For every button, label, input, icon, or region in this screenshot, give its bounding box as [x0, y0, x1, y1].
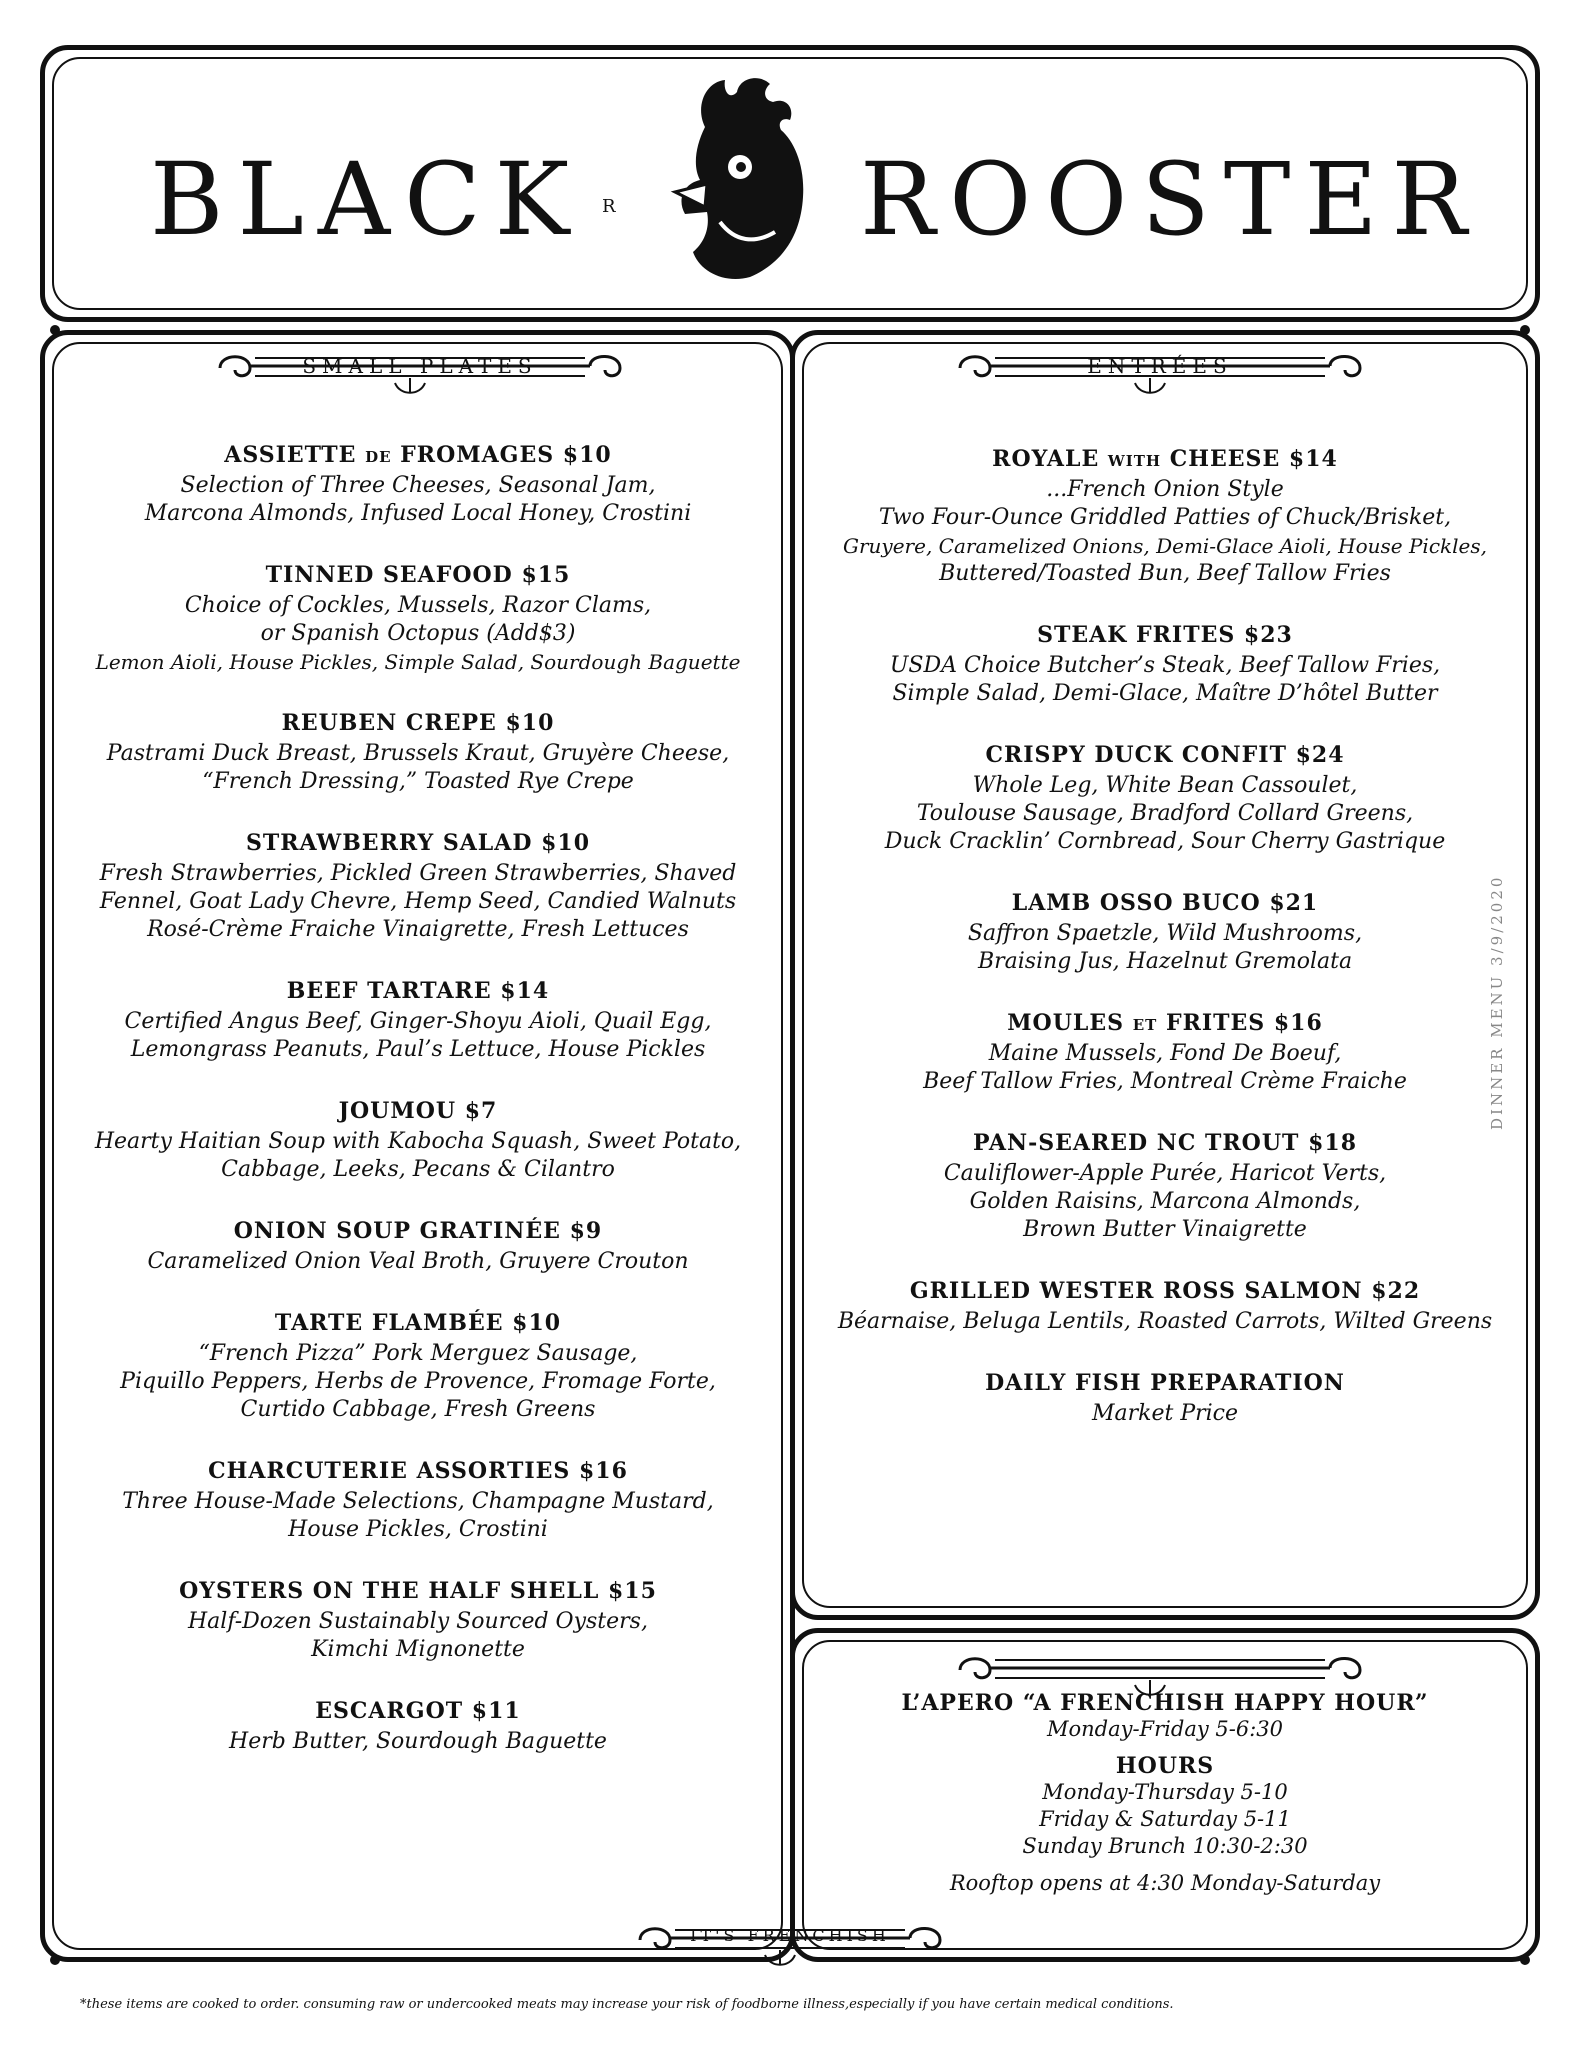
item-price: $14: [500, 978, 550, 1004]
item-desc: Selection of Three Cheeses, Seasonal Jam, Marcona Almonds, Infused Local Honey, Crostini: [144, 473, 692, 526]
menu-item: [806, 1130, 1524, 1244]
item-desc: Certified Angus Beef, Ginger-Shoyu Aioli, Quail Egg, Lemongrass Peanuts, Paul’s Lettuce, House Pickles: [124, 1009, 712, 1062]
item-price: $22: [1371, 1278, 1421, 1304]
item-desc: Cauliflower-Apple Purée, Haricot Verts, Golden Raisins, Marcona Almonds, Brown Butter Vinaigrette: [943, 1161, 1387, 1242]
item-name: REUBEN CREPE $10: [281, 710, 555, 736]
item-name: TARTE FLAMBÉE $10: [274, 1310, 562, 1336]
item-price: $24: [1295, 742, 1345, 768]
item-price: $14: [1288, 446, 1338, 472]
item-name: OYSTERS ON THE HALF SHELL $15: [179, 1578, 657, 1604]
item-price: $10: [505, 710, 555, 736]
rooftop-note: Rooftop opens at 4:30 Monday-Saturday: [949, 1871, 1381, 1895]
item-name: PAN-SEARED NC TROUT $18: [972, 1130, 1358, 1156]
hours-line: Monday-Thursday 5-10: [1042, 1780, 1288, 1804]
item-price: $11: [471, 1698, 521, 1724]
item-desc: Hearty Haitian Soup with Kabocha Squash, Sweet Potato, Cabbage, Leeks, Pecans & Cilantro: [94, 1129, 742, 1182]
brand-right: ROOSTER: [860, 141, 1481, 258]
item-desc: Caramelized Onion Veal Broth, Gruyere Crouton: [147, 1249, 689, 1274]
small-plates-banner: [210, 338, 630, 398]
item-desc: Fresh Strawberries, Pickled Green Strawberries, Shaved Fennel, Goat Lady Chevre, Hemp Seed, Candied Walnuts Rosé-Crème Fraiche Vinaigrette, Fresh Lettuces: [99, 861, 737, 942]
brand-left: BLACK: [150, 141, 584, 258]
item-desc: USDA Choice Butcher’s Steak, Beef Tallow Fries, Simple Salad, Demi-Glace, Maître D’hôtel Butter: [889, 653, 1441, 706]
item-desc: Pastrami Duck Breast, Brussels Kraut, Gruyère Cheese, “French Dressing,” Toasted Rye Crepe: [106, 741, 730, 794]
menu-item: [806, 622, 1524, 708]
item-name: MOULES et FRITES $16: [1007, 1010, 1323, 1036]
menu-item: [58, 1310, 778, 1424]
menu-item: [58, 1098, 778, 1184]
corner-dot: [50, 1955, 60, 1965]
hours-line: Sunday Brunch 10:30-2:30: [1022, 1834, 1308, 1858]
entrees-banner: [950, 338, 1370, 398]
item-name: ROYALE with CHEESE $14: [992, 446, 1338, 472]
hours-title: HOURS: [1115, 1753, 1215, 1779]
item-desc: Choice of Cockles, Mussels, Razor Clams, or Spanish Octopus (Add$3) Lemon Aioli, House Pickles, Simple Salad, Sourdough Baguette: [95, 593, 741, 674]
item-name: STEAK FRITES $23: [1037, 622, 1293, 648]
menu-item: [58, 1458, 778, 1544]
brand-mark: R: [602, 196, 616, 217]
item-price: $23: [1243, 622, 1293, 648]
item-desc: Maine Mussels, Fond De Boeuf, Beef Tallow Fries, Montreal Crème Fraiche: [923, 1041, 1407, 1094]
item-desc: Market Price: [1091, 1401, 1239, 1426]
item-name: ASSIETTE de FROMAGES $10: [224, 442, 612, 468]
small-plates-title: SMALL PLATES: [302, 354, 538, 378]
item-name: JOUMOU $7: [338, 1098, 498, 1124]
item-price: $15: [521, 562, 571, 588]
entrees-title: ENTRÉES: [1087, 354, 1233, 378]
menu-item: [58, 1578, 778, 1664]
menu-item: [58, 1218, 778, 1276]
item-name: TINNED SEAFOOD $15: [265, 562, 571, 588]
item-price: $10: [541, 830, 591, 856]
menu-item: [58, 442, 778, 528]
item-name: BEEF TARTARE $14: [286, 978, 550, 1004]
menu-item: [58, 830, 778, 944]
rooster-logo-icon: [645, 72, 815, 282]
menu-item: [806, 1010, 1524, 1096]
menu-item: [58, 978, 778, 1064]
menu-item: [806, 1370, 1524, 1428]
item-name: STRAWBERRY SALAD $10: [245, 830, 591, 856]
item-price: $10: [512, 1310, 562, 1336]
item-desc: “French Pizza” Pork Merguez Sausage, Piquillo Peppers, Herbs de Provence, Fromage Forte, Curtido Cabbage, Fresh Greens: [120, 1341, 716, 1422]
bottom-banner: [630, 1910, 950, 1970]
corner-dot: [1520, 1955, 1530, 1965]
menu-item: [806, 890, 1524, 976]
item-name: LAMB OSSO BUCO $21: [1011, 890, 1319, 916]
item-price: $15: [607, 1578, 657, 1604]
menu-item: [58, 562, 778, 676]
apero-title: L’APERO “A FRENCHISH HAPPY HOUR”: [901, 1690, 1429, 1716]
item-price: $18: [1308, 1130, 1358, 1156]
corner-dot: [1520, 325, 1530, 335]
item-name: ESCARGOT $11: [315, 1698, 521, 1724]
item-desc: Herb Butter, Sourdough Baguette: [229, 1729, 607, 1754]
menu-item: [58, 1698, 778, 1756]
menu-item: [806, 446, 1524, 588]
item-name: ONION SOUP GRATINÉE $9: [233, 1218, 603, 1244]
apero-hours: Monday-Friday 5-6:30: [1046, 1717, 1284, 1741]
item-name: DAILY FISH PREPARATION: [985, 1370, 1345, 1396]
item-price: $16: [578, 1458, 628, 1484]
menu-item: [806, 1278, 1524, 1336]
item-desc: Three House-Made Selections, Champagne Mustard, House Pickles, Crostini: [122, 1489, 714, 1542]
small-plates-list: [58, 442, 778, 1790]
menu-item: [806, 742, 1524, 856]
item-desc: Whole Leg, White Bean Cassoulet, Toulouse Sausage, Bradford Collard Greens, Duck Cracklin’ Cornbread, Sour Cherry Gastrique: [884, 773, 1446, 854]
info-box: [806, 1690, 1524, 1897]
item-desc: Béarnaise, Beluga Lentils, Roasted Carrots, Wilted Greens: [837, 1309, 1493, 1334]
item-price: $16: [1273, 1010, 1323, 1036]
corner-dot: [50, 325, 60, 335]
item-desc: ...French Onion Style Two Four-Ounce Griddled Patties of Chuck/Brisket, Gruyere, Caramelized Onions, Demi-Glace Aioli, House Pickles, Buttered/Toasted Bun, Beef Tallow Fries: [843, 477, 1487, 586]
item-price: $7: [464, 1098, 498, 1124]
hours-line: Friday & Saturday 5-11: [1039, 1807, 1291, 1831]
item-price: $21: [1269, 890, 1319, 916]
item-price: $10: [562, 442, 612, 468]
bottom-banner-text: IT'S FRENCHISH: [690, 1926, 890, 1945]
entrees-list: [806, 446, 1524, 1462]
item-name: GRILLED WESTER ROSS SALMON $22: [909, 1278, 1421, 1304]
item-desc: Half-Dozen Sustainably Sourced Oysters, Kimchi Mignonette: [188, 1609, 648, 1662]
footnote: *these items are cooked to order. consuming raw or undercooked meats may increase your risk of foodborne illness,especially if you have certain medical conditions.: [80, 1997, 1174, 2012]
dinner-menu-date: DINNER MENU 3/9/2020: [1488, 874, 1506, 1130]
menu-item: [58, 710, 778, 796]
item-price: $9: [569, 1218, 603, 1244]
item-desc: Saffron Spaetzle, Wild Mushrooms, Braising Jus, Hazelnut Gremolata: [967, 921, 1363, 974]
item-name: CRISPY DUCK CONFIT $24: [985, 742, 1345, 768]
item-name: CHARCUTERIE ASSORTIES $16: [208, 1458, 628, 1484]
